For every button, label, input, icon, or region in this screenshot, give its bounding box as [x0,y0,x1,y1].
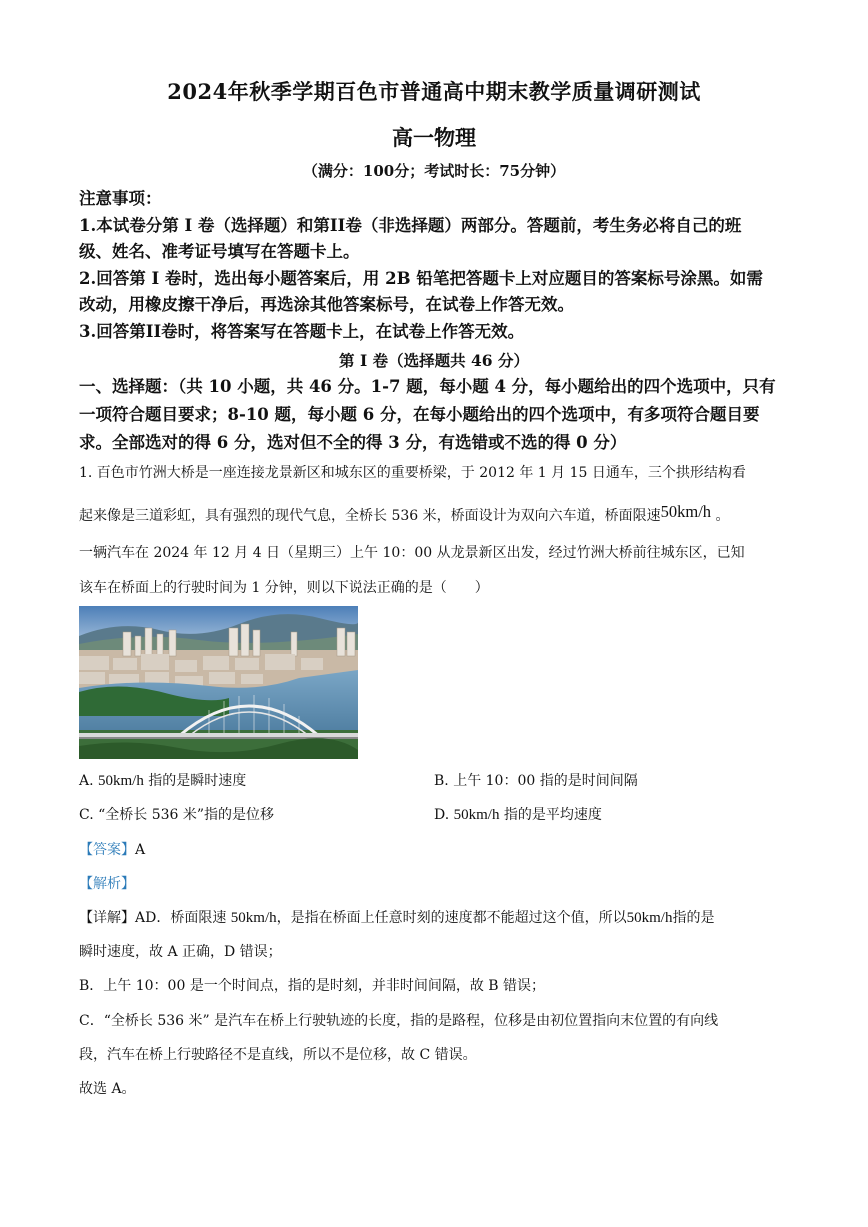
exam-title: 2024年秋季学期百色市普通高中期末教学质量调研测试 [167,79,701,104]
option-d-prefix: D. [434,807,450,823]
option-a-value: 50km/h [98,773,144,789]
option-c: C. “全桥长 536 米”指的是位移 [79,807,275,823]
option-d-text: 指的是平均速度 [499,807,602,823]
section-line-2: 一项符合题目要求；8-10 题，每小题 6 分，在每小题给出的四个选项中，有多项符合题目要 [79,405,760,424]
notice-item-2-line-1: 2.回答第 I 卷时，选出每小题答案后，用 2B 铅笔把答题卡上对应题目的答案标号涂黑。如需 [79,268,763,288]
answer-line [79,839,145,859]
exam-subject: 高一物理 [392,125,476,150]
detail-speed-value: 50km/h [230,910,277,926]
section-instructions [79,373,794,457]
option-d [434,804,602,824]
section-line-3: 求。全部选对的得 6 分，选对但不全的得 3 分，有选错或不选的得 0 分） [79,433,627,452]
analysis-conclusion: 故选 A。 [79,1081,136,1097]
section-line-1: 一、选择题：（共 10 小题，共 46 分。1-7 题，每小题 4 分，每小题给出的四个选项中，只有 [79,377,776,396]
option-a [79,770,246,790]
analysis-detail-line-2: 瞬时速度，故 A 正确，D 错误； [79,944,282,960]
detail-speed-value-2: 50km/h [626,910,673,926]
answer-value: A [135,842,146,858]
notice-item-2-line-2: 改动，用橡皮擦干净后，再选涂其他答案标号，在试卷上作答无效。 [79,295,574,314]
notice-section [79,186,794,345]
option-d-value: 50km/h [453,807,500,823]
analysis-line-b: B．上午 10：00 是一个时间点，指的是时刻，并非时间间隔，故 B 错误； [79,978,546,994]
notice-item-1-line-2: 级、姓名、准考证号填写在答题卡上。 [79,242,360,261]
detail-prefix: 【详解】AD．桥面限速 [79,910,227,926]
question-1-line-4: 该车在桥面上的行驶时间为 1 分钟，则以下说法正确的是（ ） [79,580,489,596]
analysis-line-c-2: 段，汽车在桥上行驶路径不是直线，所以不是位移，故 C 错误。 [79,1047,477,1063]
question-1-line-1: 1. 百色市竹洲大桥是一座连接龙景新区和城东区的重要桥梁，于 2012 年 1 月 15 日通车，三个拱形结构看 [79,465,746,481]
score-info: （满分：100分；考试时长：75分钟） [302,162,566,180]
answer-tag: 【答案】 [79,842,135,858]
detail-end: 指的是 [672,910,715,926]
notice-item-3: 3.回答第II卷时，将答案写在答题卡上，在试卷上作答无效。 [79,321,525,341]
part-1-title: 第 I 卷（选择题共 46 分） [339,351,529,370]
speed-limit-value: 50km/h [660,502,712,521]
option-a-prefix: A. [79,773,94,789]
analysis-detail-line-1 [79,907,714,927]
option-b: B. 上午 10：00 指的是时间间隔 [434,773,638,789]
option-a-text: 指的是瞬时速度 [143,773,247,789]
question-1-line-2-end: 。 [711,508,730,524]
detail-mid: ，是指在桥面上任意时刻的速度都不能超过这个值，所以 [276,910,627,926]
notice-heading: 注意事项： [79,189,162,208]
analysis-tag: 【解析】 [79,876,135,892]
notice-item-1-line-1: 1.本试卷分第 I 卷（选择题）和第II卷（非选择题）两部分。答题前，考生务必将自己的班 [79,215,742,235]
bridge-photo [79,606,358,759]
question-1-line-2-text: 起来像是三道彩虹，具有强烈的现代气息，全桥长 536 米，桥面设计为双向六车道，桥面限速 [79,508,661,524]
question-1-line-3: 一辆汽车在 2024 年 12 月 4 日（星期三）上午 10：00 从龙景新区出发，经过竹洲大桥前往城东区，已知 [79,545,745,561]
question-1-line-2 [79,502,730,525]
analysis-line-c-1: C．“全桥长 536 米” 是汽车在桥上行驶轨迹的长度，指的是路程，位移是由初位置指向末位置的有向线 [79,1013,719,1029]
